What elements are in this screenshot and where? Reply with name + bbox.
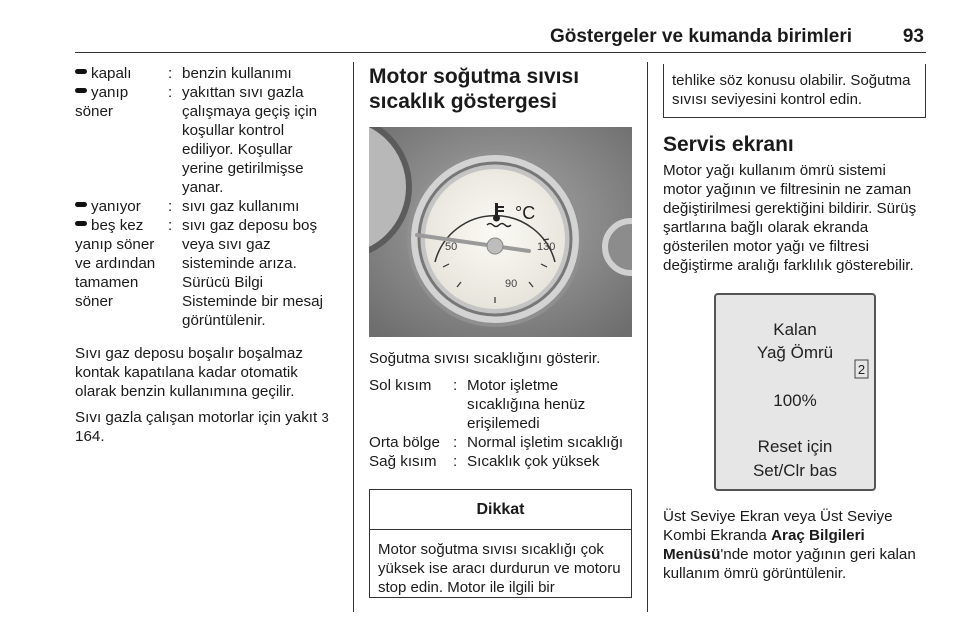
zone-desc: Normal işletim sıcaklığı <box>467 434 624 451</box>
lamp-term: kapalı <box>75 64 164 83</box>
colon: : <box>168 198 173 215</box>
lamp-desc: benzin kullanımı <box>182 65 292 82</box>
lamp-desc: sıvı gaz deposu boş veya sıvı gaz sisteminde arıza. Sürücü Bilgi Sisteminde bir mesaj görüntülenir. <box>182 217 323 329</box>
column-right <box>663 64 926 590</box>
caution-box-continued: tehlike söz konusu olabilir. Soğutma sıvısı seviyesini kontrol edin. <box>663 64 926 118</box>
page-title: Göstergeler ve kumanda birimleri <box>549 26 852 47</box>
gauge-tick-mid: 90 <box>505 278 518 290</box>
column-left <box>75 64 333 453</box>
coolant-gauge-photo <box>369 127 632 337</box>
lpg-lamp-table <box>75 64 333 330</box>
lamp-term: yanıyor <box>75 197 164 216</box>
colon: : <box>453 434 458 451</box>
colon: : <box>453 453 458 470</box>
section-heading: Motor soğutma sıvısı sıcaklık göstergesi <box>369 65 580 113</box>
display-line-5: Set/Clr bas <box>752 461 838 480</box>
zone-desc: Sıcaklık çok yüksek <box>467 453 600 470</box>
lamp-icon <box>75 88 87 93</box>
gauge-caption: Soğutma sıvısı sıcaklığını gösterir. <box>369 350 601 367</box>
lamp-desc: yakıttan sıvı gazla çalışmaya geçiş için koşullar kontrol ediliyor. Koşullar yerine getirilmişse yanar. <box>182 84 318 196</box>
colon: : <box>168 84 173 101</box>
display-page-indicator: 2 <box>857 362 866 377</box>
page-ref-link[interactable]: 164. <box>75 428 105 445</box>
display-line-2: Yağ Ömrü <box>756 343 834 362</box>
menu-name: Araç Bilgileri Menüsü <box>663 527 865 563</box>
zone-term: Sol kısım <box>369 377 432 394</box>
paragraph-with-bold: Üst Seviye Ekran veya Üst Seviye Kombi Ekranda Araç Bilgileri Menüsü'nde motor yağının geri kalan kullanım ömrü görüntülenir. <box>663 508 916 582</box>
section-heading: Servis ekranı <box>663 133 794 156</box>
display-line-4: Reset için <box>757 437 833 456</box>
zone-term: Orta bölge <box>369 434 440 451</box>
gauge-tick-high: 130 <box>537 241 556 253</box>
lamp-term: yanıp söner <box>75 84 129 120</box>
zone-desc: Motor işletme sıcaklığına henüz erişilemedi <box>467 377 586 432</box>
service-display-image <box>714 293 876 491</box>
caution-body: Motor soğutma sıvısı sıcaklığı çok yüksek ise aracı durdurun ve motoru stop edin. Motor ile ilgili bir <box>378 541 621 596</box>
gauge-tick-low: 50 <box>445 241 458 253</box>
colon: : <box>453 377 458 394</box>
lamp-desc: sıvı gaz kullanımı <box>182 198 300 215</box>
zone-term: Sağ kısım <box>369 453 437 470</box>
column-divider-1 <box>353 62 354 612</box>
lamp-icon <box>75 202 87 207</box>
colon: : <box>168 217 173 234</box>
gauge-zone-table <box>369 376 632 471</box>
lamp-icon <box>75 221 87 226</box>
lamp-term: beş kez yanıp söner ve ardından tamamen söner <box>75 217 156 310</box>
page-header <box>75 24 926 53</box>
column-middle <box>369 64 632 598</box>
page-number: 93 <box>902 26 924 47</box>
column-divider-2 <box>647 62 648 612</box>
colon: : <box>168 65 173 82</box>
caution-box <box>369 489 632 598</box>
paragraph-with-ref: Sıvı gazla çalışan motorlar için yakıt 3 164. <box>75 409 329 445</box>
page-ref-arrow-icon: 3 <box>321 410 329 425</box>
lamp-icon <box>75 69 87 74</box>
caution-title: Dikkat <box>370 490 631 530</box>
gauge-unit-label: °C <box>515 203 536 223</box>
display-line-1: Kalan <box>773 320 817 339</box>
display-percent: 100% <box>773 391 817 410</box>
paragraph: Motor yağı kullanım ömrü sistemi motor yağının ve filtresinin ne zaman değiştirilmesi gerektiğini bildirir. Sürüş şartlarına bağlı olarak ekranda gösterilen motor yağı ve filtresi değiştirme aralığı farklılık gösterebilir. <box>663 162 917 274</box>
paragraph: Sıvı gaz deposu boşalır boşalmaz kontak kapatılana kadar otomatik olarak benzin kullanımına geçilir. <box>75 345 303 400</box>
